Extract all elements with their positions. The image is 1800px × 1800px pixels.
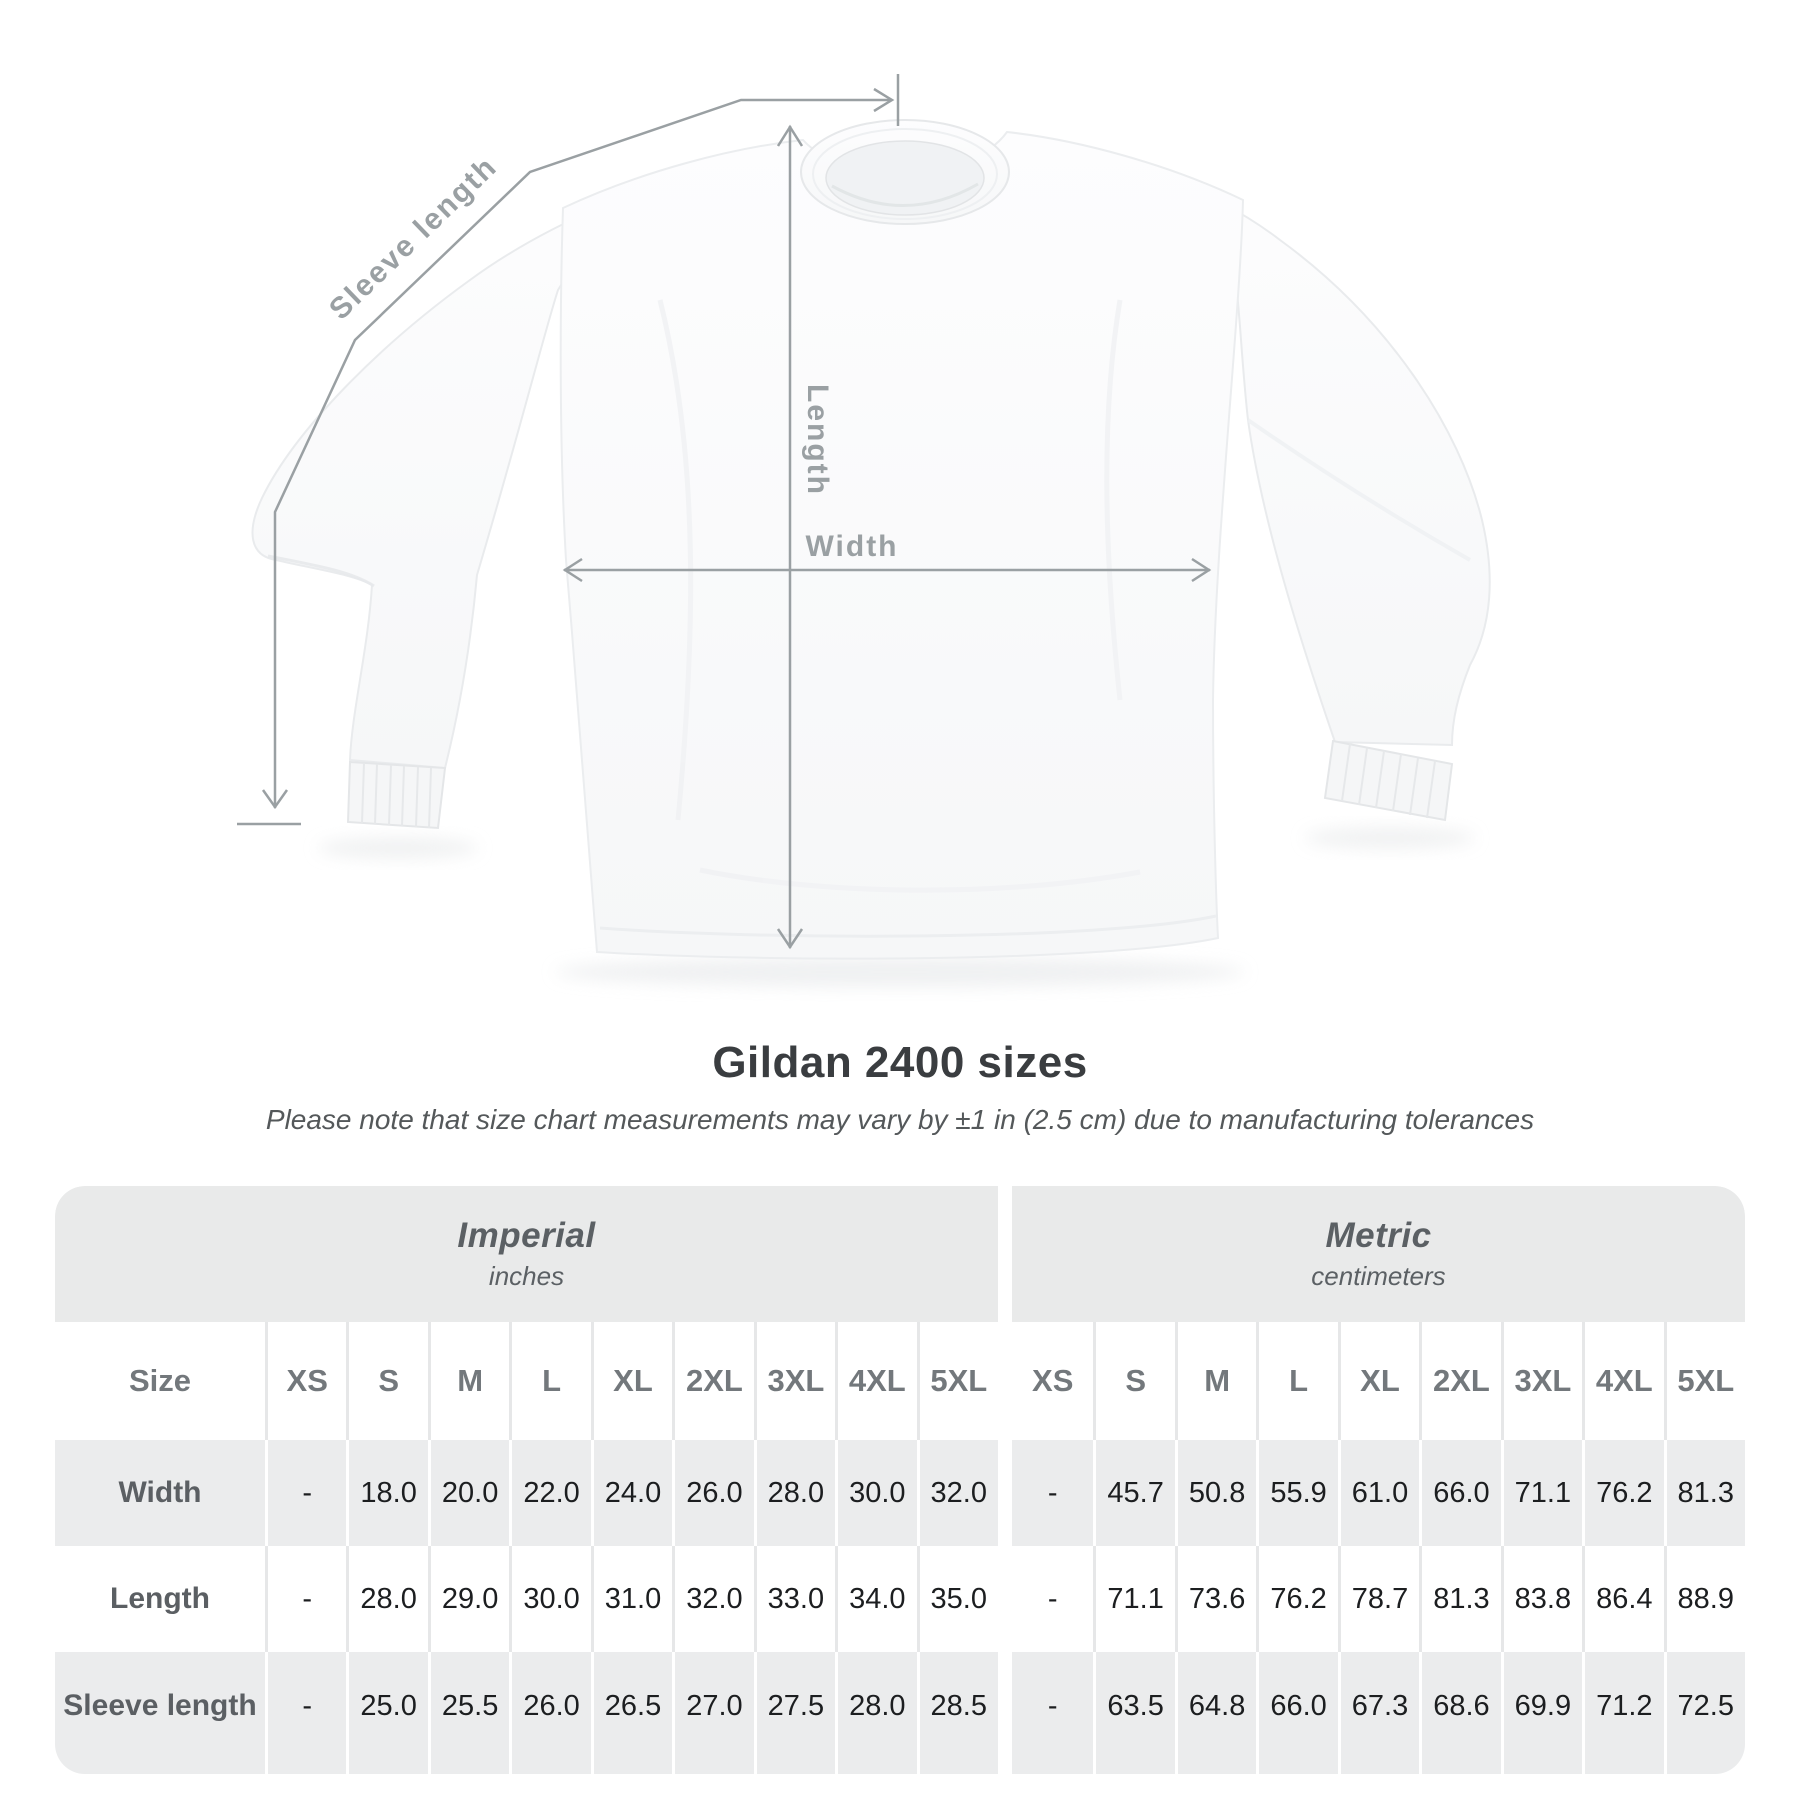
size-header-imperial-xl: XL — [591, 1322, 672, 1440]
tolerance-note: Please note that size chart measurements may vary by ±1 in (2.5 cm) due to manufacturing tolerances — [265, 1104, 1535, 1135]
cell-sleeve-length-imperial-3xl: 27.5 — [754, 1652, 835, 1774]
size-header-metric-2xl: 2XL — [1419, 1322, 1500, 1440]
size-header-imperial-2xl: 2XL — [672, 1322, 753, 1440]
cell-length-metric-s: 71.1 — [1093, 1546, 1174, 1652]
size-header-metric-5xl: 5XL — [1664, 1322, 1745, 1440]
size-column-header: Size — [55, 1322, 265, 1440]
imperial-title: Imperial — [457, 1216, 596, 1255]
unit-gutter — [998, 1440, 1012, 1546]
cell-length-metric-l: 76.2 — [1256, 1546, 1337, 1652]
cell-width-imperial-5xl: 32.0 — [917, 1440, 998, 1546]
table-row-length — [55, 1546, 1745, 1652]
cell-length-imperial-2xl: 32.0 — [672, 1546, 753, 1652]
size-header-imperial-4xl: 4XL — [835, 1322, 916, 1440]
unit-header-row — [55, 1186, 1745, 1322]
cell-length-metric-5xl: 88.9 — [1664, 1546, 1745, 1652]
metric-header-block — [1012, 1186, 1745, 1322]
cell-sleeve-length-metric-2xl: 68.6 — [1419, 1652, 1500, 1774]
size-header-imperial-xs: XS — [265, 1322, 346, 1440]
cell-length-metric-xs: - — [1012, 1546, 1093, 1652]
size-header-metric-xs: XS — [1012, 1322, 1093, 1440]
cell-width-metric-5xl: 81.3 — [1664, 1440, 1745, 1546]
cell-width-metric-s: 45.7 — [1093, 1440, 1174, 1546]
size-header-metric-xl: XL — [1338, 1322, 1419, 1440]
table-row-sleeve-length — [55, 1652, 1745, 1774]
size-header-row — [55, 1322, 1745, 1440]
row-label-sleeve-length: Sleeve length — [55, 1652, 265, 1774]
cell-width-imperial-xl: 24.0 — [591, 1440, 672, 1546]
row-label-length: Length — [55, 1546, 265, 1652]
cell-length-imperial-m: 29.0 — [428, 1546, 509, 1652]
cell-sleeve-length-imperial-5xl: 28.5 — [917, 1652, 998, 1774]
size-header-imperial-5xl: 5XL — [917, 1322, 998, 1440]
cell-length-metric-m: 73.6 — [1175, 1546, 1256, 1652]
sleeve-length-label: Sleeve length — [323, 150, 504, 327]
width-label: Width — [805, 530, 899, 563]
cell-sleeve-length-metric-5xl: 72.5 — [1664, 1652, 1745, 1774]
cell-length-imperial-3xl: 33.0 — [754, 1546, 835, 1652]
row-label-width: Width — [55, 1440, 265, 1546]
cell-sleeve-length-imperial-m: 25.5 — [428, 1652, 509, 1774]
cell-width-metric-3xl: 71.1 — [1501, 1440, 1582, 1546]
size-header-metric-4xl: 4XL — [1582, 1322, 1663, 1440]
cell-length-imperial-xl: 31.0 — [591, 1546, 672, 1652]
cell-sleeve-length-metric-xl: 67.3 — [1338, 1652, 1419, 1774]
size-header-imperial-3xl: 3XL — [754, 1322, 835, 1440]
cell-sleeve-length-imperial-2xl: 27.0 — [672, 1652, 753, 1774]
right-cuff — [1325, 741, 1452, 820]
size-header-imperial-l: L — [509, 1322, 590, 1440]
length-label: Length — [801, 384, 834, 496]
size-header-metric-l: L — [1256, 1322, 1337, 1440]
cell-length-imperial-s: 28.0 — [346, 1546, 427, 1652]
cell-width-metric-4xl: 76.2 — [1582, 1440, 1663, 1546]
cell-width-imperial-2xl: 26.0 — [672, 1440, 753, 1546]
cell-sleeve-length-metric-s: 63.5 — [1093, 1652, 1174, 1774]
cell-sleeve-length-metric-xs: - — [1012, 1652, 1093, 1774]
metric-title: Metric — [1325, 1216, 1432, 1255]
size-header-metric-s: S — [1093, 1322, 1174, 1440]
size-header-metric-3xl: 3XL — [1501, 1322, 1582, 1440]
cell-sleeve-length-imperial-l: 26.0 — [509, 1652, 590, 1774]
imperial-header-block — [55, 1186, 998, 1322]
cell-width-metric-l: 55.9 — [1256, 1440, 1337, 1546]
cell-sleeve-length-metric-4xl: 71.2 — [1582, 1652, 1663, 1774]
cell-width-imperial-l: 22.0 — [509, 1440, 590, 1546]
cell-width-imperial-4xl: 30.0 — [835, 1440, 916, 1546]
size-header-imperial-s: S — [346, 1322, 427, 1440]
cell-sleeve-length-metric-l: 66.0 — [1256, 1652, 1337, 1774]
left-cuff — [348, 762, 445, 828]
cell-sleeve-length-imperial-s: 25.0 — [346, 1652, 427, 1774]
cell-length-metric-3xl: 83.8 — [1501, 1546, 1582, 1652]
cell-sleeve-length-imperial-4xl: 28.0 — [835, 1652, 916, 1774]
cell-length-metric-2xl: 81.3 — [1419, 1546, 1500, 1652]
cell-sleeve-length-imperial-xl: 26.5 — [591, 1652, 672, 1774]
shirt-body — [561, 132, 1243, 959]
table-body — [55, 1440, 1745, 1774]
cell-length-imperial-xs: - — [265, 1546, 346, 1652]
cell-width-metric-m: 50.8 — [1175, 1440, 1256, 1546]
cell-length-metric-4xl: 86.4 — [1582, 1546, 1663, 1652]
cell-sleeve-length-metric-m: 64.8 — [1175, 1652, 1256, 1774]
unit-gutter — [998, 1652, 1012, 1774]
cell-width-imperial-s: 18.0 — [346, 1440, 427, 1546]
size-header-imperial-m: M — [428, 1322, 509, 1440]
cell-length-metric-xl: 78.7 — [1338, 1546, 1419, 1652]
cell-sleeve-length-metric-3xl: 69.9 — [1501, 1652, 1582, 1774]
shirt-collar — [801, 120, 1009, 224]
cell-width-imperial-3xl: 28.0 — [754, 1440, 835, 1546]
cell-width-metric-2xl: 66.0 — [1419, 1440, 1500, 1546]
unit-gutter — [998, 1546, 1012, 1652]
unit-gutter — [998, 1322, 1012, 1440]
cell-width-imperial-xs: - — [265, 1440, 346, 1546]
table-row-width — [55, 1440, 1745, 1546]
page-title: Gildan 2400 sizes — [712, 1038, 1088, 1087]
cell-sleeve-length-imperial-xs: - — [265, 1652, 346, 1774]
cell-length-imperial-5xl: 35.0 — [917, 1546, 998, 1652]
cell-length-imperial-4xl: 34.0 — [835, 1546, 916, 1652]
cell-width-metric-xl: 61.0 — [1338, 1440, 1419, 1546]
size-header-metric-m: M — [1175, 1322, 1256, 1440]
cell-width-metric-xs: - — [1012, 1440, 1093, 1546]
cell-length-imperial-l: 30.0 — [509, 1546, 590, 1652]
metric-unit: centimeters — [1311, 1261, 1446, 1291]
cell-width-imperial-m: 20.0 — [428, 1440, 509, 1546]
size-table — [55, 1186, 1745, 1774]
imperial-unit: inches — [488, 1261, 565, 1291]
